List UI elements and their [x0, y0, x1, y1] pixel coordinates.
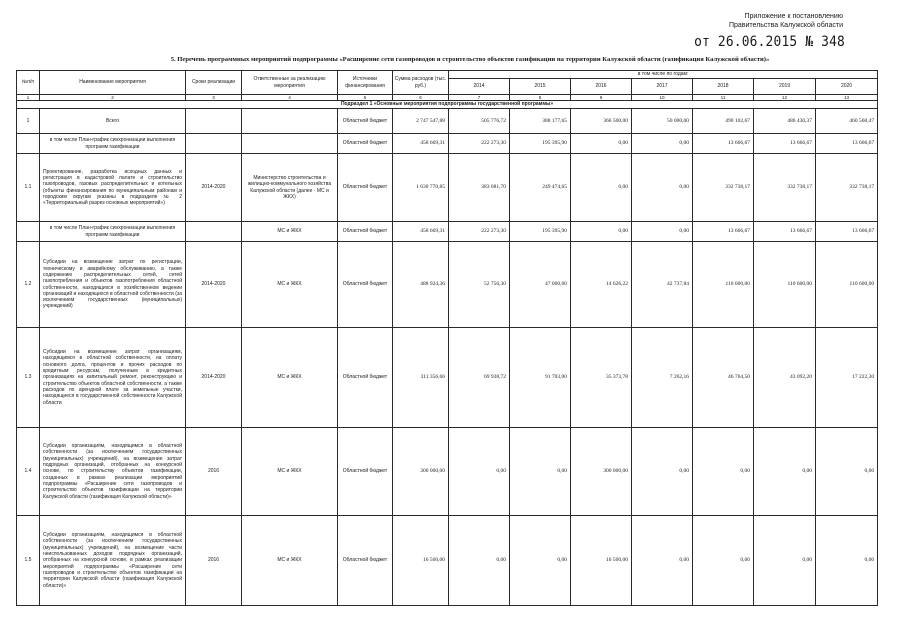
header-year-2014: 2014 [449, 79, 510, 95]
row-year-value: 486 430,37 [754, 109, 816, 134]
row-name: Всего [40, 109, 186, 134]
appendix-line-1: Приложение к постановлению [744, 13, 843, 20]
column-number: 11 [693, 95, 754, 101]
row-responsible: МС и ЖКХ [242, 222, 338, 242]
row-name: Субсидии организациям, находящимся в областной собственности (за исключением государственных (муниципальных) учреждений), на возмещение затрат подрядных организаций, отобранных на конкурсной основе, по строительству объектов газификации, созданных в рамках реализации мероприятий подпрограммы «Расширение сети газопроводов и строительство объектов газификации на территории Калужской области (газификация Калужской области)» [40, 428, 186, 516]
row-terms: 2016 [186, 428, 242, 516]
row-total: 300 000,00 [393, 428, 449, 516]
row-year-value: 13 666,67 [754, 134, 816, 154]
table-row [17, 109, 878, 134]
row-year-value: 7 262,16 [632, 328, 693, 428]
section-title: 5. Перечень программных мероприятий подпрограммы «Расширение сети газопроводов и строительство объектов газификации на территории Калужской области (газификация Калужской области)» [170, 56, 770, 63]
row-year-value: 0,00 [754, 428, 816, 516]
row-total: 458 669,31 [393, 134, 449, 154]
row-year-value: 0,00 [449, 516, 510, 606]
row-num: 1.5 [17, 516, 40, 606]
row-source: Областной бюджет [338, 328, 393, 428]
row-num: 1 [17, 109, 40, 134]
header-year-2016: 2016 [571, 79, 632, 95]
row-responsible: МС и ЖКХ [242, 428, 338, 516]
table-row [17, 328, 878, 428]
row-name: в том числе План-график синхронизации выполнения программ газификации [40, 222, 186, 242]
row-total: 1 630 770,85 [393, 154, 449, 222]
column-number: 10 [632, 95, 693, 101]
row-year-value: 14 626,22 [571, 242, 632, 328]
row-source: Областной бюджет [338, 516, 393, 606]
row-terms [186, 109, 242, 134]
row-year-value: 388 177,65 [510, 109, 571, 134]
row-num [17, 134, 40, 154]
column-number: 7 [449, 95, 510, 101]
table-row [17, 134, 878, 154]
row-year-value: 0,00 [632, 154, 693, 222]
row-source: Областной бюджет [338, 428, 393, 516]
row-source: Областной бюджет [338, 222, 393, 242]
row-year-value: 17 222,30 [816, 328, 878, 428]
row-year-value: 490 102,67 [693, 109, 754, 134]
column-number: 4 [242, 95, 338, 101]
row-year-value: 0,00 [510, 428, 571, 516]
row-name: Субсидии на возмещение затрат по регистрации, техническому и аварийному обслуживанию, а также содержанию распределительных сетей, сетей газопотребления и объектов газопотребления областной собственности, находящихся в хозяйственном ведении организаций и находящихся в областной собственности (за исключением государственных (муниципальных) учреждений) [40, 242, 186, 328]
row-responsible [242, 109, 338, 134]
row-year-value: 0,00 [754, 516, 816, 606]
row-year-value: 0,00 [693, 516, 754, 606]
header-source: Источники финансирования [338, 71, 393, 95]
row-responsible: МС и ЖКХ [242, 516, 338, 606]
row-year-value: 110 600,00 [754, 242, 816, 328]
row-num: 1.1 [17, 154, 40, 222]
program-measures-table [16, 70, 878, 606]
column-number: 8 [510, 95, 571, 101]
row-source: Областной бюджет [338, 109, 393, 134]
row-year-value: 0,00 [816, 516, 878, 606]
row-year-value: 47 000,00 [510, 242, 571, 328]
row-year-value: 195 395,90 [510, 134, 571, 154]
row-num: 1.4 [17, 428, 40, 516]
table-row [17, 154, 878, 222]
row-total: 311 356,66 [393, 328, 449, 428]
row-year-value: 69 938,72 [449, 328, 510, 428]
row-year-value: 110 600,00 [693, 242, 754, 328]
row-year-value: 222 273,30 [449, 222, 510, 242]
row-year-value: 13 666,67 [816, 134, 878, 154]
row-year-value: 383 081,70 [449, 154, 510, 222]
row-year-value: 16 500,00 [571, 516, 632, 606]
date-number-stamp: от 26.06.2015 № 348 [694, 34, 845, 50]
row-year-value: 13 666,67 [693, 222, 754, 242]
row-year-value: 0,00 [571, 222, 632, 242]
row-terms: 2014-2020 [186, 154, 242, 222]
column-number: 6 [393, 95, 449, 101]
header-year-2017: 2017 [632, 79, 693, 95]
row-year-value: 0,00 [571, 154, 632, 222]
row-terms: 2014-2020 [186, 328, 242, 428]
column-number: 5 [338, 95, 393, 101]
row-year-value: 300 000,00 [571, 428, 632, 516]
row-year-value: 0,00 [632, 222, 693, 242]
header-year-2015: 2015 [510, 79, 571, 95]
column-number: 1 [17, 95, 40, 101]
header-year-2019: 2019 [754, 79, 816, 95]
row-num: 1.3 [17, 328, 40, 428]
header-total: Сумма расходов (тыс. руб.) [393, 71, 449, 95]
row-terms: 2014-2020 [186, 242, 242, 328]
row-source: Областной бюджет [338, 242, 393, 328]
column-number: 2 [40, 95, 186, 101]
table-row [17, 222, 878, 242]
table-row [17, 428, 878, 516]
row-year-value: 0,00 [693, 428, 754, 516]
row-year-value: 505 776,72 [449, 109, 510, 134]
row-year-value: 42 737,84 [632, 242, 693, 328]
subsection-heading: Подраздел 1 «Основные мероприятия подпрограммы государственной программы» [17, 101, 878, 109]
subsection-heading-row [17, 101, 878, 109]
column-number: 13 [816, 95, 878, 101]
row-responsible: Министерство строительства и жилищно-коммунального хозяйства Калужской области (далее - МС и ЖКХ) [242, 154, 338, 222]
row-name: Проектирование, разработка исходных данных и регистрация в кадастровой палате и строительство газопроводов, газовых распределительных и котельных (объекты финансирования по муниципальным районам и городским округам указаны в подразделе № 2 «Территориальный разрез основных мероприятий») [40, 154, 186, 222]
row-total: 488 924,36 [393, 242, 449, 328]
row-year-value: 46 764,50 [693, 328, 754, 428]
row-year-value: 332 738,17 [754, 154, 816, 222]
row-total: 2 747 547,88 [393, 109, 449, 134]
row-year-value: 50 000,00 [632, 109, 693, 134]
row-year-value: 13 666,67 [816, 222, 878, 242]
header-num: №п/п [17, 71, 40, 95]
row-year-value: 35 373,78 [571, 328, 632, 428]
row-terms [186, 222, 242, 242]
row-year-value: 332 738,17 [693, 154, 754, 222]
row-year-value: 0,00 [632, 428, 693, 516]
row-year-value: 195 395,90 [510, 222, 571, 242]
appendix-note [693, 12, 843, 30]
appendix-line-2: Правительства Калужской области [728, 22, 843, 29]
row-year-value: 13 666,67 [754, 222, 816, 242]
row-terms: 2016 [186, 516, 242, 606]
row-responsible: МС и ЖКХ [242, 328, 338, 428]
row-year-value: 0,00 [449, 428, 510, 516]
row-year-value: 332 738,17 [816, 154, 878, 222]
row-year-value: 91 703,00 [510, 328, 571, 428]
row-year-value: 366 500,00 [571, 109, 632, 134]
row-year-value: 52 756,30 [449, 242, 510, 328]
column-number: 12 [754, 95, 816, 101]
row-year-value: 0,00 [632, 516, 693, 606]
row-year-value: 460 560,47 [816, 109, 878, 134]
row-responsible: МС и ЖКХ [242, 242, 338, 328]
row-responsible [242, 134, 338, 154]
row-name: Субсидии на возмещение затрат организациям, находящимся в областной собственности, на оплату основного долга, процентов и прочих расходов по кредитным ресурсам, полученным в кредитных организациях на капитальный ремонт, реконструкцию и строительство объектов областной собственности, а также расходов по арендной плате за земельные участки, находящиеся в государственной собственности Калужской области [40, 328, 186, 428]
row-year-value: 249 474,65 [510, 154, 571, 222]
column-number: 9 [571, 95, 632, 101]
row-year-value: 13 666,67 [693, 134, 754, 154]
table-row [17, 516, 878, 606]
row-source: Областной бюджет [338, 154, 393, 222]
header-name: Наименование мероприятия [40, 71, 186, 95]
header-responsible: Ответственные за реализацию мероприятия [242, 71, 338, 95]
row-num [17, 222, 40, 242]
header-year-2020: 2020 [816, 79, 878, 95]
row-year-value: 0,00 [571, 134, 632, 154]
row-name: Субсидии организациям, находящимся в областной собственности (за исключением государственных (муниципальных) учреждений), на возмещение части неиспользованных доходов подрядных организаций, отобранных на конкурсной основе, в рамках реализации мероприятий подпрограммы «Расширение сети газопроводов и строительство объектов газификации на территории Калужской области (газификация Калужской области)» [40, 516, 186, 606]
header-terms: Сроки реализации [186, 71, 242, 95]
row-year-value: 43 092,20 [754, 328, 816, 428]
row-year-value: 0,00 [632, 134, 693, 154]
row-year-value: 0,00 [510, 516, 571, 606]
table-row [17, 242, 878, 328]
row-year-value: 222 273,30 [449, 134, 510, 154]
row-terms [186, 134, 242, 154]
column-number: 3 [186, 95, 242, 101]
row-year-value: 110 600,00 [816, 242, 878, 328]
header-year-group: в том числе по годам: [449, 71, 878, 79]
row-total: 16 500,00 [393, 516, 449, 606]
row-name: в том числе План-график синхронизации выполнения программ газификации [40, 134, 186, 154]
header-year-2018: 2018 [693, 79, 754, 95]
row-source: Областной бюджет [338, 134, 393, 154]
row-year-value: 0,00 [816, 428, 878, 516]
row-total: 458 669,31 [393, 222, 449, 242]
row-num: 1.2 [17, 242, 40, 328]
